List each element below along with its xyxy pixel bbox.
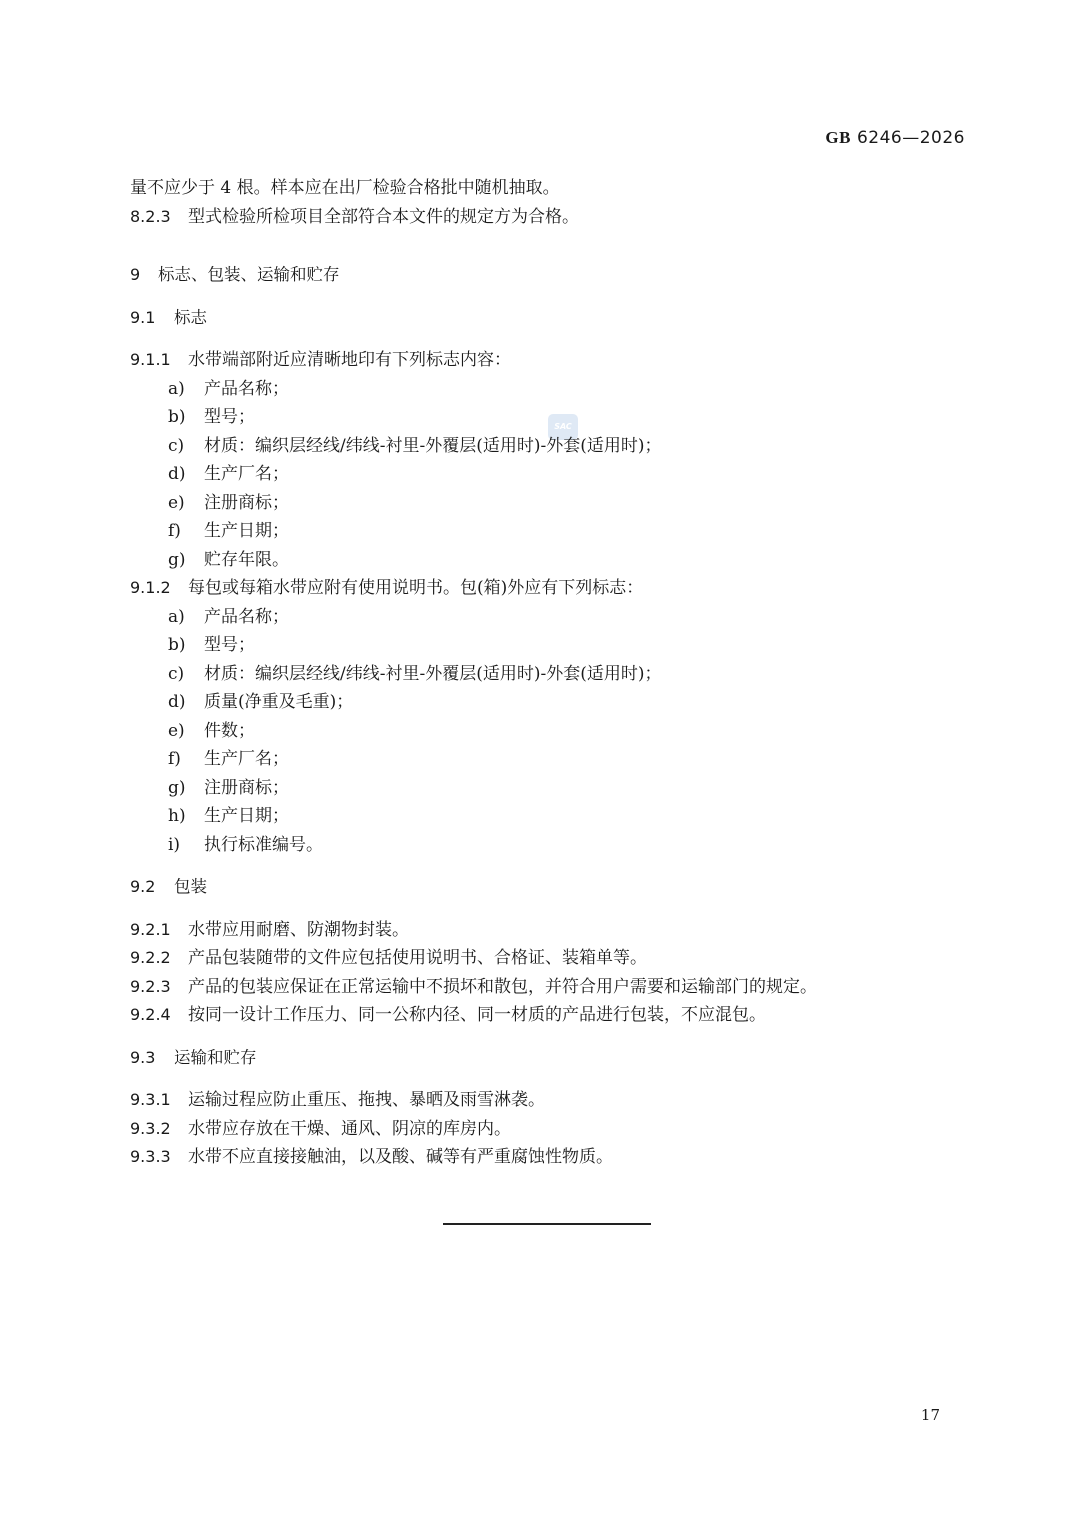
clause-number: 9.3.2 [130,1118,171,1138]
list-item [130,546,970,575]
list-item [130,774,970,803]
clause-text: 产品包装随带的文件应包括使用说明书、合格证、装箱单等。 [188,948,647,968]
list-item [130,745,970,774]
list-label: f) [168,749,181,769]
subsection-number: 9.2 [130,877,156,896]
end-of-document-rule [443,1223,651,1225]
clause-text: 产品的包装应保证在正常运输中不损坏和散包，并符合用户需要和运输部门的规定。 [188,976,817,997]
list-text: 型号； [204,407,255,427]
list-text: 注册商标； [204,777,289,798]
list-item [130,517,970,546]
list-text: 质量(净重及毛重)； [204,692,354,712]
list-text: 材质：编织层经线/纬线-衬里-外覆层(适用时)-外套(适用时)； [204,435,662,456]
clause-text: 水带不应直接接触油，以及酸、碱等有严重腐蚀性物质。 [188,1147,613,1167]
subsection-title: 运输和贮存 [174,1047,257,1067]
clause-number: 9.2.2 [130,948,171,967]
clause-number: 9.1.2 [130,578,171,597]
list-text: 贮存年限。 [204,549,289,570]
paragraph-continuation: 量不应少于 4 根。样本应在出厂检验合格批中随机抽取。 [130,178,560,198]
clause-9-2-4 [130,1001,970,1030]
list-label: g) [168,777,186,798]
list-item [130,432,970,461]
clause-9-2-2 [130,944,970,973]
list-label: e) [168,720,185,741]
list-label: d) [168,464,186,484]
standard-number: 6246—2026 [856,128,965,148]
subsection-number: 9.1 [130,307,156,327]
list-item [130,403,970,432]
list-text: 生产厂名； [204,749,289,769]
clause-number: 9.1.1 [130,350,171,369]
document-body [130,174,970,1172]
list-label: b) [168,407,186,427]
list-text: 产品名称； [204,378,289,399]
clause-text: 每包或每箱水带应附有使用说明书。包(箱)外应有下列标志： [188,578,644,598]
clause-9-3-2 [130,1115,970,1144]
clause-text: 水带端部附近应清晰地印有下列标志内容： [188,350,511,370]
list-text: 生产日期； [204,521,289,541]
clause-number: 9.2.3 [130,976,171,996]
section-title: 标志、包装、运输和贮存 [158,265,340,284]
sac-watermark-icon: SAC [548,414,578,440]
clause-text: 按同一设计工作压力、同一公称内径、同一材质的产品进行包装，不应混包。 [188,1005,766,1025]
list-text: 材质：编织层经线/纬线-衬里-外覆层(适用时)-外套(适用时)； [204,663,662,684]
clause-number: 9.3.3 [130,1147,171,1166]
clause-number: 9.2.1 [130,919,171,939]
list-text: 型号； [204,635,255,655]
list-label: g) [168,549,186,570]
clause-text: 水带应用耐磨、防潮物封装。 [188,919,409,940]
clause-9-1-2 [130,574,970,603]
clause-number: 8.2.3 [130,206,171,226]
subsection-heading-9-1 [130,304,970,333]
list-item [130,660,970,689]
subsection-title: 标志 [174,307,207,327]
page-number: 17 [920,1406,940,1424]
list-label: d) [168,692,186,712]
standard-prefix: GB [825,128,851,147]
subsection-title: 包装 [174,877,207,896]
list-label: a) [168,606,185,627]
list-text: 产品名称； [204,606,289,627]
clause-8-2-3 [130,203,970,232]
list-label: f) [168,521,181,541]
list-item [130,460,970,489]
section-heading-9 [130,261,970,290]
list-label: b) [168,635,186,655]
clause-9-2-1 [130,916,970,945]
list-label: c) [168,435,185,456]
list-item [130,688,970,717]
clause-9-3-3 [130,1143,970,1172]
list-text: 生产日期； [204,806,289,826]
list-item [130,603,970,632]
clause-number: 9.3.1 [130,1090,171,1109]
list-item [130,489,970,518]
list-label: a) [168,378,185,399]
list-text: 件数； [204,720,255,741]
list-label: e) [168,492,185,513]
clause-9-1-1 [130,346,970,375]
list-item [130,631,970,660]
list-item [130,717,970,746]
clause-text: 型式检验所检项目全部符合本文件的规定方为合格。 [188,206,579,227]
list-label: h) [168,806,186,826]
standard-code [825,128,965,148]
subsection-heading-9-2 [130,873,970,902]
clause-text: 运输过程应防止重压、拖拽、暴晒及雨雪淋袭。 [188,1090,545,1110]
clause-text: 水带应存放在干燥、通风、阴凉的库房内。 [188,1118,511,1139]
list-text: 生产厂名； [204,464,289,484]
clause-9-2-3 [130,973,970,1002]
clause-9-3-1 [130,1086,970,1115]
list-item [130,802,970,831]
list-text: 注册商标； [204,492,289,513]
list-item [130,831,970,860]
list-text: 执行标准编号。 [204,834,323,855]
list-label: c) [168,663,185,684]
subsection-heading-9-3 [130,1044,970,1073]
section-number: 9 [130,265,141,284]
clause-number: 9.2.4 [130,1005,171,1024]
list-item [130,375,970,404]
list-label: i) [168,834,181,855]
subsection-number: 9.3 [130,1047,156,1067]
